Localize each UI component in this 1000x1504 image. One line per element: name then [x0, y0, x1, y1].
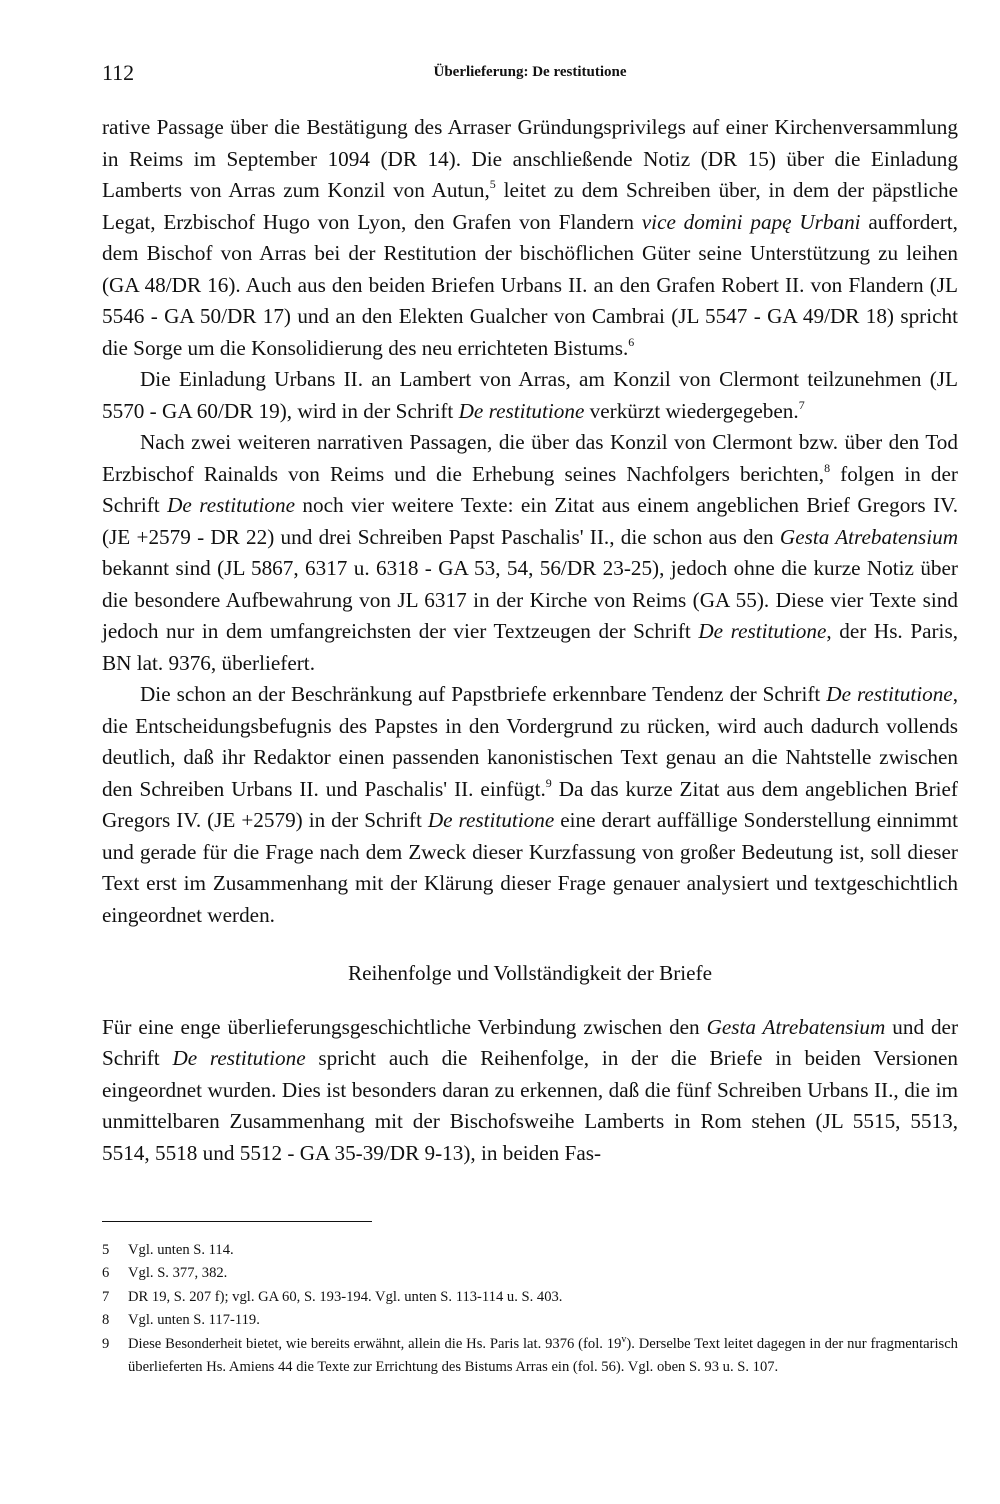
- text-run: Nach zwei weiteren narrativen Passagen, die über das Konzil von Clermont bzw. über den Tod Erzbischof Rainalds von Reims und die Erhebung seines Nachfolgers berichten,: [102, 430, 958, 486]
- italic-text: Gesta Atrebatensium: [779, 524, 958, 549]
- italic-text: De restitutione: [427, 808, 555, 832]
- footnote-number: 9: [102, 1335, 110, 1352]
- text-run: verkürzt wiedergegeben.: [584, 398, 799, 423]
- italic-text: De restitutione: [826, 682, 953, 706]
- footnote-text: Vgl. unten S. 117-119.: [128, 1312, 260, 1329]
- footnote-8: [102, 1309, 958, 1332]
- verso-mark: v: [621, 1333, 627, 1345]
- footnote-ref-7: 7: [798, 397, 805, 412]
- paragraph-2: [102, 364, 958, 427]
- section-heading: Reihenfolge und Vollständigkeit der Briefe: [347, 961, 713, 985]
- text-run: Da das kurze Zitat aus dem angeblichen Brief Gregors IV. (JE +2579) in der Schrift: [102, 776, 958, 832]
- footnote-ref-6: 6: [628, 334, 635, 349]
- footnote-text: Vgl. S. 377, 382.: [128, 1265, 228, 1282]
- italic-text: vice domini papę Urbani: [641, 209, 861, 234]
- text-run: Die schon an der Beschränkung auf Papstbriefe erkennbare Tendenz der Schrift: [140, 682, 827, 706]
- text-run: rative Passage über die Bestätigung des Arraser Gründungsprivilegs auf einer Kirchenversammlung in Reims im September 1094 (DR 14). Die anschließende Notiz (DR 15) über die Einladung Lamberts von Arras zum Konzil von Autun,: [102, 115, 958, 202]
- footnote-9: [102, 1333, 958, 1380]
- running-title: Überlieferung: De restitutione: [433, 64, 627, 80]
- main-text: [102, 112, 958, 1169]
- footnote-number: 5: [102, 1242, 110, 1258]
- italic-text: De restitutione: [458, 398, 585, 423]
- text-run: , die Entscheidungsbefugnis des Papstes in den Vordergrund zu rücken, wird auch dadurch vollends deutlich, daß ihr Redaktor einen passenden kanonistischen Text genau an die Nahtstelle zwischen den Schreiben Urbans II. und Paschalis' II. einfügt.: [102, 682, 959, 801]
- footnote-ref-8: 8: [824, 460, 831, 475]
- footnote-number: 8: [102, 1312, 110, 1329]
- page-number: 112: [102, 60, 135, 85]
- paragraph-3: [102, 427, 958, 679]
- text-run: leitet zu dem Schreiben über, in dem der päpstliche Legat, Erzbischof Hugo von Lyon, den Grafen von Flandern: [102, 178, 958, 234]
- italic-text: De restitutione: [698, 619, 827, 643]
- footnote-divider: [102, 1221, 372, 1222]
- footnote-text: DR 19, S. 207 f); vgl. GA 60, S. 193-194. Vgl. unten S. 113-114 u. S. 403.: [128, 1288, 563, 1305]
- text-run: , der Hs. Paris, BN lat. 9376, überliefert.: [102, 619, 958, 675]
- footnote-text: [128, 1333, 958, 1376]
- footnote-ref-5: 5: [489, 177, 496, 191]
- running-head: [102, 60, 958, 90]
- footnote-number: 7: [102, 1288, 110, 1305]
- paragraph-1: [102, 112, 958, 364]
- text-run: Die Einladung Urbans II. an Lambert von Arras, am Konzil von Clermont teilzunehmen (JL 5570 - GA 60/DR 19), wird in der Schrift: [102, 367, 958, 423]
- text-run: eine derart auffällige Sonderstellung einnimmt und gerade für die Frage nach dem Zweck dieser Kurzfassung von großer Bedeutung ist, soll dieser Text erst im Zusammenhang mit der Klärung dieser Frage genauer analysiert und textgeschichtlich eingeordnet werden.: [102, 808, 958, 927]
- footnote-5: [102, 1239, 958, 1262]
- text-run: bekannt sind (JL 5867, 6317 u. 6318 - GA 53, 54, 56/DR 23-25), jedoch ohne die kurze Notiz über die besondere Aufbewahrung von JL 6317 in der Kirche von Reims (GA 55). Diese vier Texte sind jedoch nur in dem umfangreichsten der vier Textzeugen der Schrift: [102, 556, 958, 643]
- footnote-6: [102, 1262, 958, 1285]
- text-run: folgen in der Schrift: [102, 461, 958, 517]
- italic-text: De restitutione: [172, 1046, 306, 1070]
- italic-text: Gesta Atrebatensium: [706, 1014, 886, 1039]
- text-run: spricht auch die Reihenfolge, in der die Briefe in beiden Versionen eingeordnet wurden. Dies ist besonders daran zu erkennen, daß die fünf Schreiben Urbans II., die im unmittelbaren Zusammenhang mit der Bischofsweihe Lamberts in Rom stehen (JL 5515, 5513, 5514, 5518 und 5512 - GA 35-39/DR 9-13), in beiden Fas-: [102, 1046, 959, 1165]
- text-run: noch vier weitere Texte: ein Zitat aus einem angeblichen Brief Gregors IV. (JE +2579 - DR 22) und drei Schreiben Papst Paschalis' II., die schon aus den: [102, 493, 958, 549]
- text-run: ). Derselbe Text leitet dagegen in der nur fragmentarisch überlieferten Hs. Amiens 44 die Texte zur Errichtung des Bistums Arras ein (fol. 56). Vgl. oben S. 93 u. S. 107.: [128, 1335, 958, 1376]
- italic-text: De restitutione: [167, 493, 295, 517]
- footnote-text: Vgl. unten S. 114.: [128, 1242, 234, 1258]
- text-run: Für eine enge überlieferungsgeschichtliche Verbindung zwischen den: [102, 1014, 707, 1039]
- footnotes: [102, 1239, 958, 1379]
- footnote-7: [102, 1286, 958, 1309]
- paragraph-4: [102, 679, 958, 931]
- text-run: auffordert, dem Bischof von Arras bei der Restitution der bischöflichen Güter seine Unterstützung zu leihen (GA 48/DR 16). Auch aus den beiden Briefen Urbans II. an den Grafen Robert II. von Flandern (JL 5546 - GA 50/DR 17) und an den Elekten Gualcher von Cambrai (JL 5547 - GA 49/DR 18) spricht die Sorge um die Konsolidierung des neu errichteten Bistums.: [102, 209, 958, 360]
- text-run: Diese Besonderheit bietet, wie bereits erwähnt, allein die Hs. Paris lat. 9376 (fol. 19: [128, 1335, 622, 1352]
- footnote-ref-9: 9: [545, 775, 552, 790]
- footnote-number: 6: [102, 1265, 110, 1282]
- text-run: und der Schrift: [102, 1014, 959, 1070]
- paragraph-5: [102, 1012, 958, 1170]
